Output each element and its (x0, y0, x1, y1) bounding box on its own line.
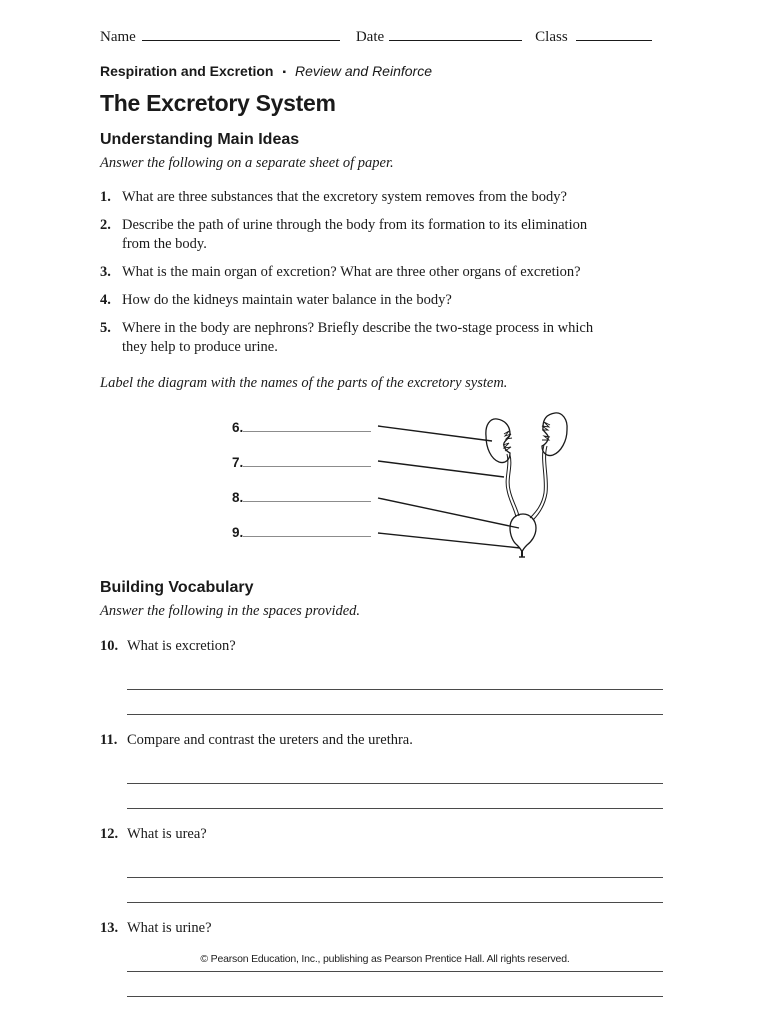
question-text: How do the kidneys maintain water balance in the body? (122, 292, 452, 308)
subject-line (100, 63, 663, 79)
leader-lines (378, 426, 520, 548)
question-text: What is excretion? (127, 638, 236, 654)
question-number: 11. (100, 732, 118, 748)
answer-line[interactable] (127, 996, 663, 997)
diagram-answer-blank-8[interactable] (243, 490, 371, 502)
leader-line-6 (378, 426, 492, 441)
class-label: Class (535, 29, 568, 45)
page-title: The Excretory System (100, 90, 336, 116)
copyright-footer: © Pearson Education, Inc., publishing as Pearson Prentice Hall. All rights reserved. (200, 953, 570, 965)
diagram-instruction: Label the diagram with the names of the parts of the excretory system. (100, 375, 508, 391)
bladder-icon (510, 514, 536, 552)
name-label: Name (100, 29, 136, 45)
diagram-label-number: 8. (232, 490, 244, 505)
urethra-icon (519, 550, 525, 557)
leader-line-7 (378, 461, 504, 477)
diagram-label-number: 7. (232, 455, 244, 470)
kidney-right-icon (542, 413, 567, 456)
ureter-right (530, 445, 547, 520)
question-number: 5. (100, 320, 111, 336)
question-number: 3. (100, 264, 111, 280)
leader-line-8 (378, 498, 519, 528)
question-5 (100, 319, 663, 357)
answer-line[interactable] (127, 877, 663, 878)
question-text: What is urea? (127, 826, 207, 842)
question-text: Compare and contrast the ureters and the urethra. (127, 732, 413, 748)
class-blank-field[interactable] (576, 27, 652, 41)
excretory-system-illustration (100, 397, 663, 569)
diagram-answer-blank-9[interactable] (243, 525, 371, 537)
diagram-answer-blank-7[interactable] (243, 455, 371, 467)
question-number: 4. (100, 292, 111, 308)
name-date-class-row (100, 27, 663, 46)
date-label: Date (355, 29, 385, 45)
answer-line[interactable] (127, 971, 663, 972)
main-ideas-instruction: Answer the following on a separate sheet of paper. (100, 155, 394, 171)
question-text: Where in the body are nephrons? Briefly describe the two-stage process in which they help to produce urine. (122, 320, 594, 355)
question-text: What are three substances that the excretory system removes from the body? (122, 189, 567, 205)
diagram-label-number: 9. (232, 525, 244, 540)
bullet-separator: ▪ (282, 67, 287, 78)
chapter-title: Respiration and Excretion (100, 63, 274, 79)
vocabulary-instruction: Answer the following in the spaces provided. (100, 603, 361, 619)
question-10 (100, 637, 663, 715)
diagram-label-number: 6. (232, 420, 244, 435)
question-number: 10. (100, 638, 119, 654)
answer-line[interactable] (127, 808, 663, 809)
diagram-answer-blank-6[interactable] (243, 420, 371, 432)
answer-line[interactable] (127, 714, 663, 715)
section-heading-main-ideas: Understanding Main Ideas (100, 131, 300, 148)
answer-line[interactable] (127, 783, 663, 784)
question-text: What is urine? (127, 920, 212, 936)
question-number: 13. (100, 920, 119, 936)
question-number: 1. (100, 189, 111, 205)
question-3 (100, 263, 663, 282)
diagram-label-9 (232, 525, 371, 540)
question-text: What is the main organ of excretion? What are three other organs of excretion? (122, 264, 581, 280)
diagram-label-7 (232, 455, 371, 470)
question-4 (100, 291, 663, 310)
section-heading-vocabulary: Building Vocabulary (100, 579, 254, 596)
name-blank-field[interactable] (142, 27, 340, 41)
question-11 (100, 731, 663, 809)
question-2 (100, 216, 663, 254)
diagram-label-6 (232, 420, 371, 435)
excretory-system-diagram (100, 397, 663, 569)
diagram-label-8 (232, 490, 371, 505)
answer-line[interactable] (127, 902, 663, 903)
question-text: Describe the path of urine through the body from its formation to its elimination from the body. (122, 217, 588, 252)
question-number: 12. (100, 826, 119, 842)
question-12 (100, 825, 663, 903)
leader-line-9 (378, 533, 520, 548)
worksheet-type: Review and Reinforce (295, 63, 432, 79)
ureter-left (506, 454, 519, 517)
vocabulary-question-list (100, 637, 663, 997)
question-1 (100, 188, 663, 207)
main-ideas-question-list (100, 188, 663, 357)
answer-line[interactable] (127, 689, 663, 690)
date-blank-field[interactable] (389, 27, 522, 41)
question-number: 2. (100, 217, 111, 233)
